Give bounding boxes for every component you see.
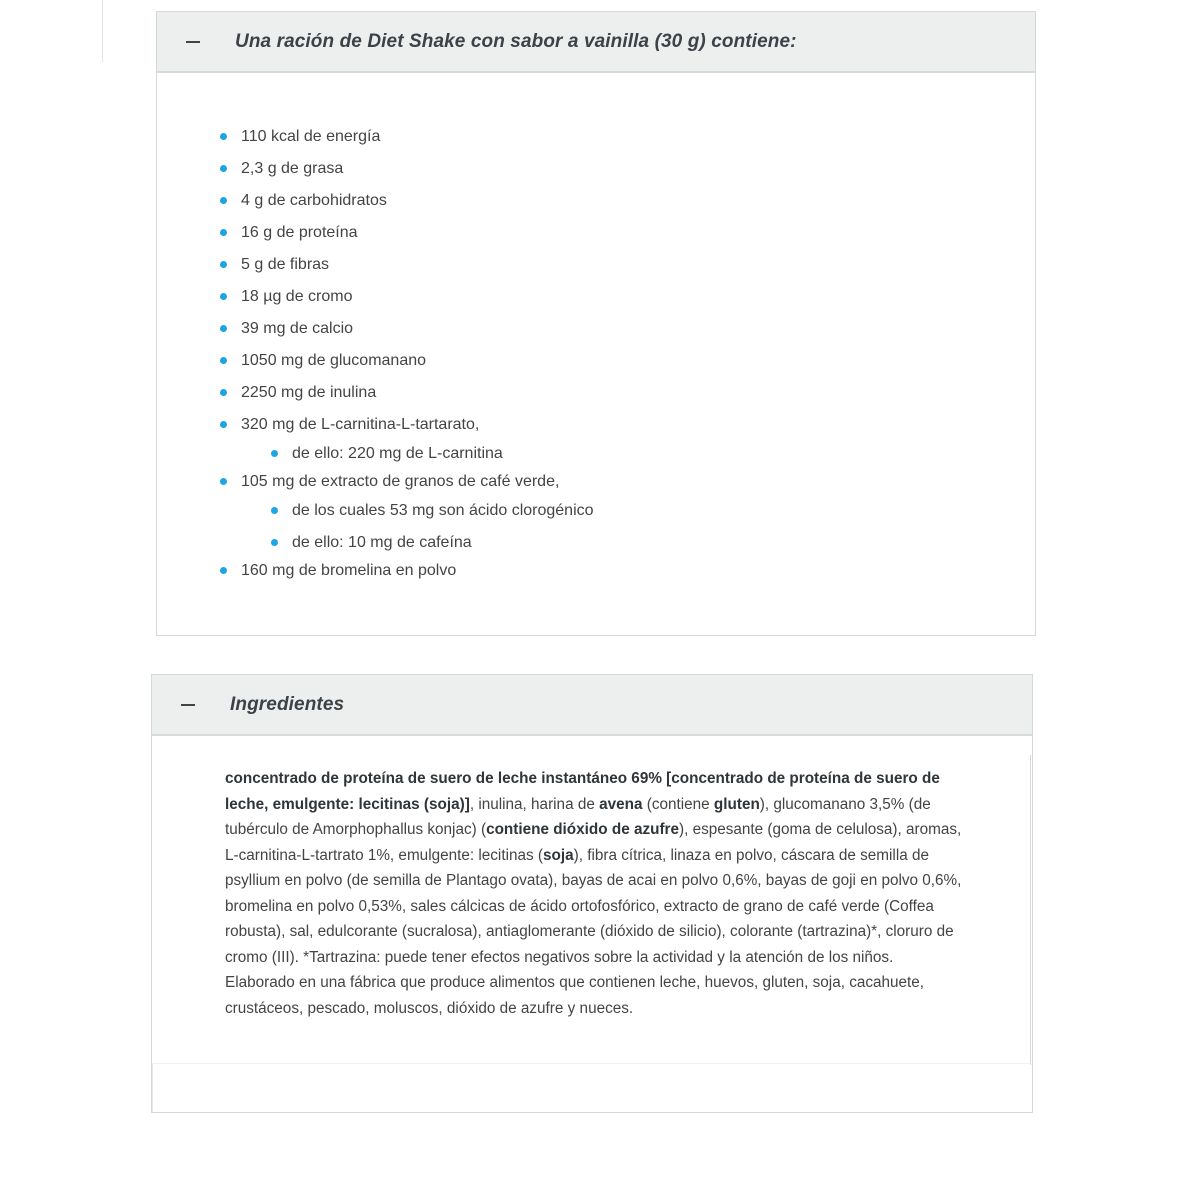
bullet-icon — [220, 165, 227, 172]
bullet-icon — [220, 389, 227, 396]
nutrition-item-text: 18 µg de cromo — [241, 288, 353, 305]
nutrition-item-text: 39 mg de calcio — [241, 320, 354, 337]
nutrition-sublist-item — [271, 445, 594, 463]
inner-divider — [152, 1064, 153, 1112]
bullet-icon — [220, 293, 227, 300]
bullet-icon — [271, 539, 278, 546]
ingredients-accordion-header[interactable] — [152, 675, 1032, 736]
ingredient-highlight: gluten — [713, 795, 760, 813]
ingredient-highlight: avena — [599, 795, 643, 813]
bullet-icon — [271, 450, 278, 457]
bullet-icon — [220, 261, 227, 268]
nutrition-list-item — [220, 320, 594, 338]
ingredients-accordion-panel — [151, 674, 1033, 1113]
minus-icon[interactable] — [186, 41, 200, 43]
ingredients-panel-title: Ingredientes — [230, 693, 345, 715]
nutrition-list-item — [220, 256, 594, 274]
ingredient-text-segment: (contiene — [642, 795, 714, 813]
nutrition-list-item — [220, 416, 594, 463]
nutrition-sublist-item — [271, 534, 594, 552]
nutrition-list-item — [220, 562, 594, 580]
nutrition-subitem-text: de ello: 10 mg de cafeína — [292, 534, 472, 551]
nutrition-item-text: 4 g de carbohidratos — [241, 192, 387, 209]
inner-divider — [152, 1063, 1030, 1064]
nutrition-item-text: 2,3 g de grasa — [241, 160, 344, 177]
nutrition-list-item — [220, 224, 594, 242]
nutrition-list-item — [220, 288, 594, 306]
bullet-icon — [220, 567, 227, 574]
bullet-icon — [220, 421, 227, 428]
nutrition-item-text: 5 g de fibras — [241, 256, 330, 273]
nutrition-item-text: 1050 mg de glucomanano — [241, 352, 427, 369]
nutrition-list-item — [220, 160, 594, 178]
nutrition-accordion-panel — [156, 11, 1036, 636]
nutrition-item-text: 160 mg de bromelina en polvo — [241, 562, 457, 579]
ingredient-highlight: contiene dióxido de azufre — [486, 821, 679, 838]
ingredient-text-segment: ), fibra cítrica, linaza en polvo, cáscara de semilla de psyllium en polvo (de semilla de Plantago ovata), bayas de acai en polvo 0,6%, bayas de goji en polvo 0,6%, bromelina en polvo 0,53%, sales cálcicas de ácido ortofosfórico, extracto de grano de café verde (Coffea robusta), sal, edulcorante (sucralosa), antiaglomerante (dióxido de silicio), colorante (tartrazina)*, cloruro de cromo (III). *Tartrazina: puede tener efectos negativos sobre la actividad y la atención de los niños. Elaborado en una fábrica que produce alimentos que contienen leche, huevos, gluten, soja, cacahuete, crustáceos, pescado, moluscos, dióxido de azufre y nueces. — [225, 846, 962, 1017]
nutrition-sublist-item — [271, 502, 594, 520]
ingredients-text — [225, 766, 965, 1021]
minus-icon[interactable] — [181, 704, 195, 706]
nutrition-item-text: 105 mg de extracto de granos de café verde, — [241, 473, 560, 490]
ingredient-text-segment: ), espesante (goma de celulosa), aromas, L-carnitina-L-tartrato 1%, emulgente: lecitinas ( — [225, 821, 962, 864]
nutrition-sublist — [241, 445, 594, 463]
ingredient-text-segment: ), glucomanano 3,5% (de tubérculo de Amorphophallus konjac) ( — [225, 795, 931, 838]
nutrition-item-text: 2250 mg de inulina — [241, 384, 377, 401]
bullet-icon — [220, 229, 227, 236]
bullet-icon — [220, 478, 227, 485]
bullet-icon — [220, 197, 227, 204]
left-edge-mark — [102, 0, 103, 62]
nutrition-list-item — [220, 352, 594, 370]
nutrition-item-text: 16 g de proteína — [241, 224, 358, 241]
nutrition-subitem-text: de ello: 220 mg de L-carnitina — [292, 445, 503, 462]
bullet-icon — [220, 133, 227, 140]
nutrition-list-item — [220, 384, 594, 402]
bullet-icon — [271, 507, 278, 514]
nutrition-list-item — [220, 473, 594, 552]
ingredient-text-segment: , inulina, harina de — [469, 795, 600, 813]
nutrition-sublist — [241, 502, 594, 552]
ingredient-highlight: soja — [542, 846, 574, 864]
nutrition-list-item — [220, 192, 594, 210]
nutrition-item-text: 320 mg de L-carnitina-L-tartarato, — [241, 416, 480, 433]
nutrition-accordion-header[interactable] — [157, 12, 1035, 73]
bullet-icon — [220, 325, 227, 332]
ingredient-highlight: concentrado de proteína de suero de leche instantáneo 69% [concentrado de proteína de suero de leche, emulgente: lecitinas (soja)] — [225, 770, 940, 813]
bullet-icon — [220, 357, 227, 364]
nutrition-subitem-text: de los cuales 53 mg son ácido clorogénico — [292, 502, 594, 519]
nutrition-list-item — [220, 128, 594, 146]
nutrition-list — [220, 128, 594, 594]
nutrition-item-text: 110 kcal de energía — [241, 128, 381, 145]
nutrition-panel-title: Una ración de Diet Shake con sabor a vainilla (30 g) contiene: — [235, 30, 797, 52]
inner-divider — [1030, 755, 1031, 1065]
